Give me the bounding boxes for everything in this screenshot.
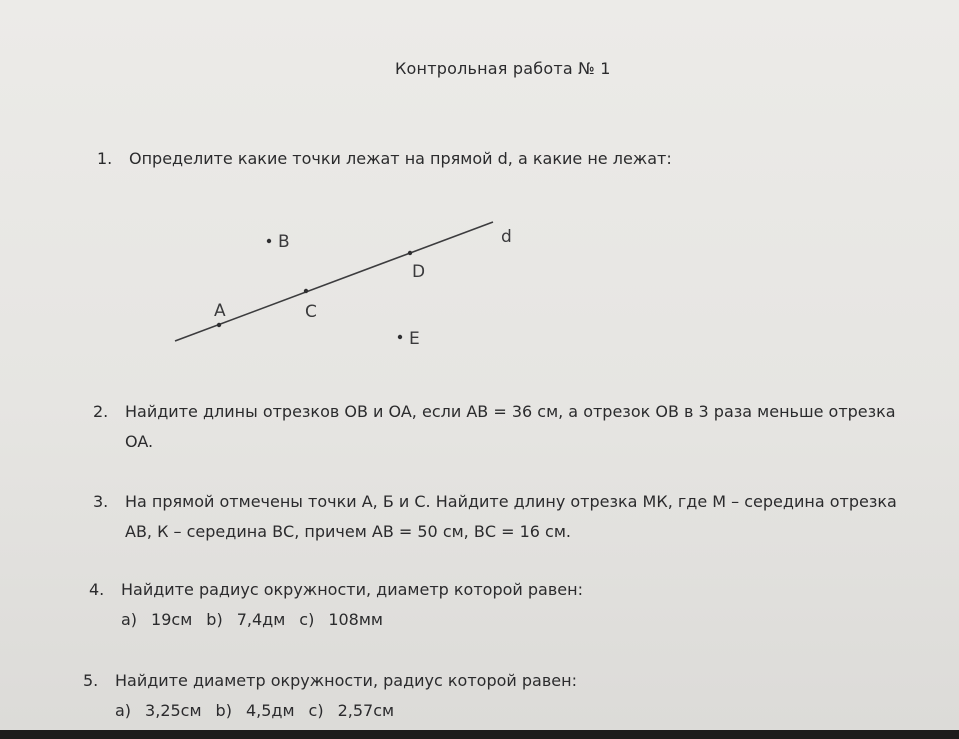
task-text: Найдите радиус окружности, диаметр которой равен: (121, 580, 583, 599)
option-value: 3,25см (145, 701, 202, 720)
option-value: 19см (151, 610, 193, 629)
task-number: 1. (97, 149, 113, 168)
task-number: 3. (93, 492, 109, 511)
option-label: c) (308, 701, 324, 720)
task-text-line-1: На прямой отмечены точки А, Б и С. Найдите длину отрезка МК, где М – середина отрезка (125, 492, 897, 511)
label-c: C (305, 302, 317, 322)
label-d-point: D (412, 262, 426, 282)
option-label: c) (299, 610, 315, 629)
task-text: Определите какие точки лежат на прямой d, а какие не лежат: (129, 149, 672, 168)
point-e-dot (398, 335, 402, 339)
option-value: 7,4дм (236, 610, 286, 629)
point-d-dot (408, 251, 412, 255)
option-label: b) (215, 701, 232, 720)
task-5 (83, 666, 577, 726)
point-c-dot (304, 289, 308, 293)
task-4 (89, 575, 583, 635)
photo-bottom-edge (0, 730, 959, 739)
task-text: Найдите диаметр окружности, радиус которой равен: (115, 671, 577, 690)
point-b-dot (267, 239, 271, 243)
task-text-line-1: Найдите длины отрезков OB и OA, если AB = 36 см, а отрезок OB в 3 раза меньше отрезка (125, 402, 896, 421)
option-label: b) (206, 610, 223, 629)
task-options (83, 696, 577, 726)
option-label: a) (115, 701, 132, 720)
line-d (175, 222, 493, 341)
line-points-figure (165, 210, 525, 360)
page-title: Контрольная работа № 1 (395, 59, 611, 78)
label-a: A (214, 301, 226, 321)
label-d: d (501, 227, 512, 247)
task-number: 4. (89, 580, 105, 599)
option-label: a) (121, 610, 138, 629)
task-number: 2. (93, 402, 109, 421)
task-options (89, 605, 583, 635)
task-1 (97, 144, 672, 174)
task-number: 5. (83, 671, 99, 690)
label-b: B (278, 232, 290, 252)
option-value: 108мм (328, 610, 383, 629)
option-value: 4,5дм (245, 701, 295, 720)
point-a-dot (217, 323, 221, 327)
task-3 (93, 487, 897, 547)
task-2 (93, 397, 896, 457)
task-text-line-2: АВ, К – середина ВС, причем АВ = 50 см, ВС = 16 см. (125, 522, 571, 541)
label-e: E (409, 329, 420, 349)
task-text-line-2: OA. (125, 432, 154, 451)
option-value: 2,57см (337, 701, 395, 720)
